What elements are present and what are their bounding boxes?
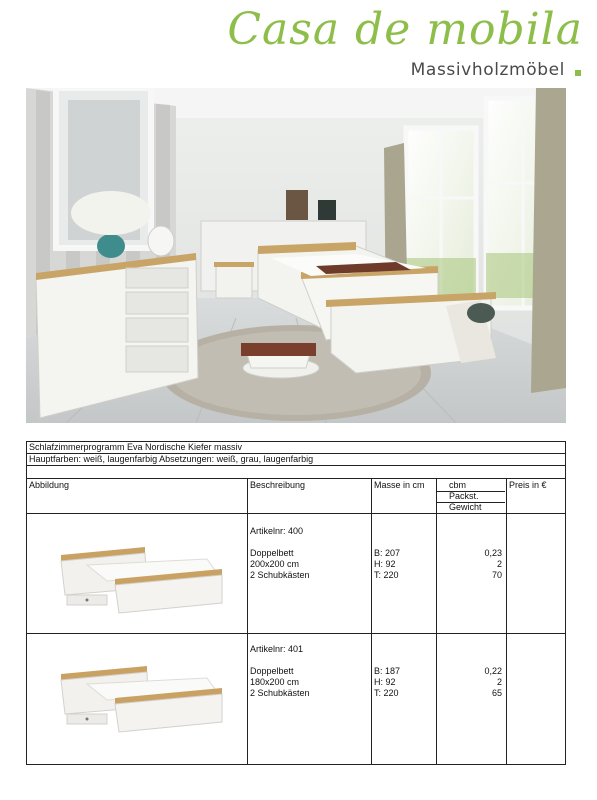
product-400-drawers: 2 Schubkästen — [250, 570, 310, 580]
brand-logo — [227, 4, 583, 80]
product-401-cbm: 0,22 — [484, 666, 502, 676]
col-header-cbm: cbm — [449, 480, 467, 490]
brand-subtitle: Massivholzmöbel — [410, 60, 565, 80]
col-header-image: Abbildung — [29, 480, 70, 490]
bed-400-image — [57, 533, 227, 618]
col-header-description: Beschreibung — [250, 480, 306, 490]
product-401-drawers: 2 Schubkästen — [250, 688, 310, 698]
product-400-height: H: 92 — [374, 559, 396, 569]
col-header-weight: Gewicht — [449, 502, 482, 512]
product-400-size: 200x200 cm — [250, 559, 300, 569]
product-401-width: B: 187 — [374, 666, 401, 676]
product-401-packages: 2 — [496, 677, 502, 687]
product-grid — [26, 478, 566, 765]
product-401-size: 180x200 cm — [250, 677, 300, 687]
bedroom-illustration — [26, 88, 566, 423]
product-401-depth: T: 220 — [374, 688, 399, 698]
product-401-weight: 65 — [491, 688, 502, 698]
bedroom-photo — [26, 88, 566, 423]
product-400-packages: 2 — [496, 559, 502, 569]
col-header-packages: Packst. — [449, 491, 479, 501]
product-400-cbm: 0,23 — [484, 548, 502, 558]
color-info: Hauptfarben: weiß, laugenfarbig Absetzungen: weiß, grau, laugenfarbig — [26, 453, 566, 465]
product-400-depth: T: 220 — [374, 570, 399, 580]
product-401-name: Doppelbett — [250, 666, 294, 676]
spacer-row — [26, 465, 566, 478]
product-401-height: H: 92 — [374, 677, 396, 687]
article-400: Artikelnr: 400 — [250, 526, 304, 536]
program-title: Schlafzimmerprogramm Eva Nordische Kiefer massiv — [26, 441, 566, 453]
bed-401-image — [57, 652, 227, 737]
brand-name: Casa de mobila — [227, 4, 583, 55]
col-header-price: Preis in € — [509, 480, 547, 490]
product-table — [26, 441, 566, 765]
col-header-dimensions: Masse in cm — [374, 480, 425, 490]
product-400-weight: 70 — [491, 570, 502, 580]
article-401: Artikelnr: 401 — [250, 644, 304, 654]
brand-square-icon — [575, 70, 581, 76]
product-400-name: Doppelbett — [250, 548, 294, 558]
product-400-width: B: 207 — [374, 548, 401, 558]
